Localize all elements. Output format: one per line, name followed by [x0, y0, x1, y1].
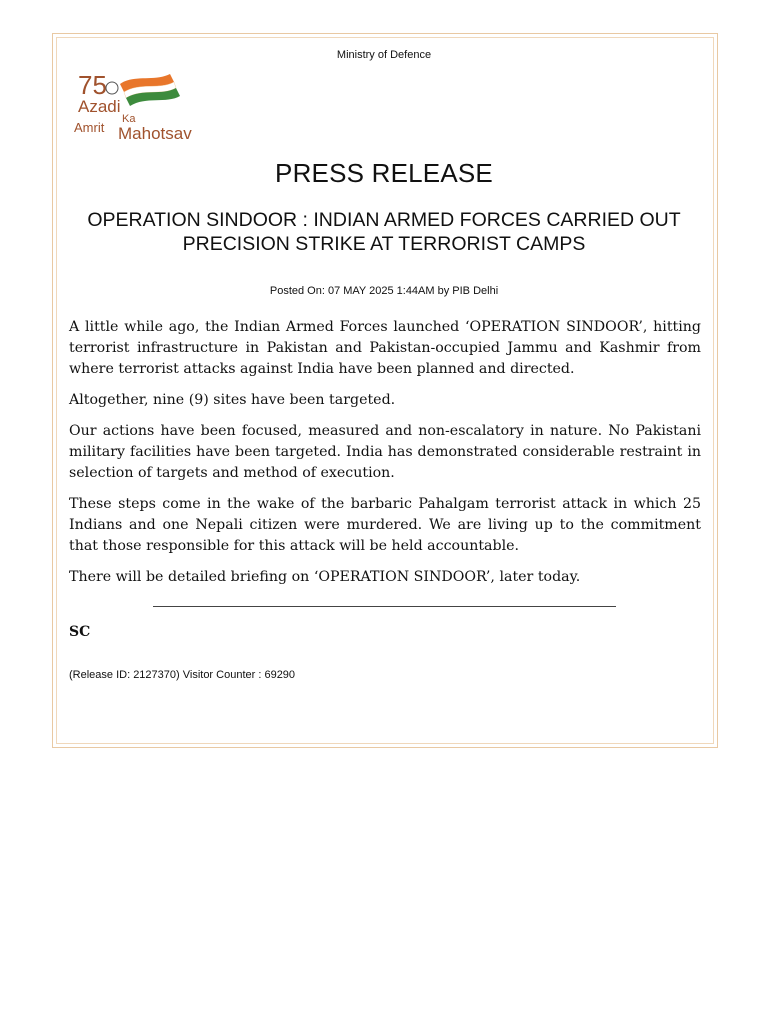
- logo-line1: Azadi: [78, 97, 121, 116]
- paragraph: Our actions have been focused, measured and non-escalatory in nature. No Pakistani military facilities have been targeted. India has demonstrated considerable restraint in selection of targets and method of execution.: [69, 423, 701, 481]
- ministry-name: Ministry of Defence: [336, 49, 432, 61]
- logo-line2a: Amrit: [74, 120, 105, 135]
- signature-initials: SC: [69, 624, 91, 640]
- paragraph: There will be detailed briefing on ‘OPERATION SINDOOR’, later today.: [69, 569, 581, 585]
- logo-ka: Ka: [122, 113, 136, 125]
- paragraph: Altogether, nine (9) sites have been targeted.: [69, 392, 396, 408]
- paragraph: A little while ago, the Indian Armed Forces launched ‘OPERATION SINDOOR’, hitting terrorist infrastructure in Pakistan and Pakistan-occupied Jammu and Kashmir from where terrorist attacks against India have been planned and directed.: [69, 319, 701, 377]
- divider: [153, 606, 616, 607]
- release-body: [69, 317, 701, 598]
- paragraph: These steps come in the wake of the barbaric Pahalgam terrorist attack in which 25 Indians and one Nepali citizen were murdered. We are living up to the commitment that those responsible for this attack will be held accountable.: [69, 496, 701, 554]
- logo-line2b: Mahotsav: [118, 124, 192, 143]
- press-release-title: PRESS RELEASE: [275, 158, 493, 188]
- posted-on: Posted On: 07 MAY 2025 1:44AM by PIB Delhi: [269, 285, 499, 297]
- release-info: (Release ID: 2127370) Visitor Counter : 69290: [69, 669, 296, 681]
- logo-number: 75: [78, 70, 107, 100]
- headline: OPERATION SINDOOR : INDIAN ARMED FORCES CARRIED OUT PRECISION STRIKE AT TERRORIST CAMPS: [87, 209, 681, 255]
- azadi-ka-amrit-mahotsav-logo: [74, 64, 214, 144]
